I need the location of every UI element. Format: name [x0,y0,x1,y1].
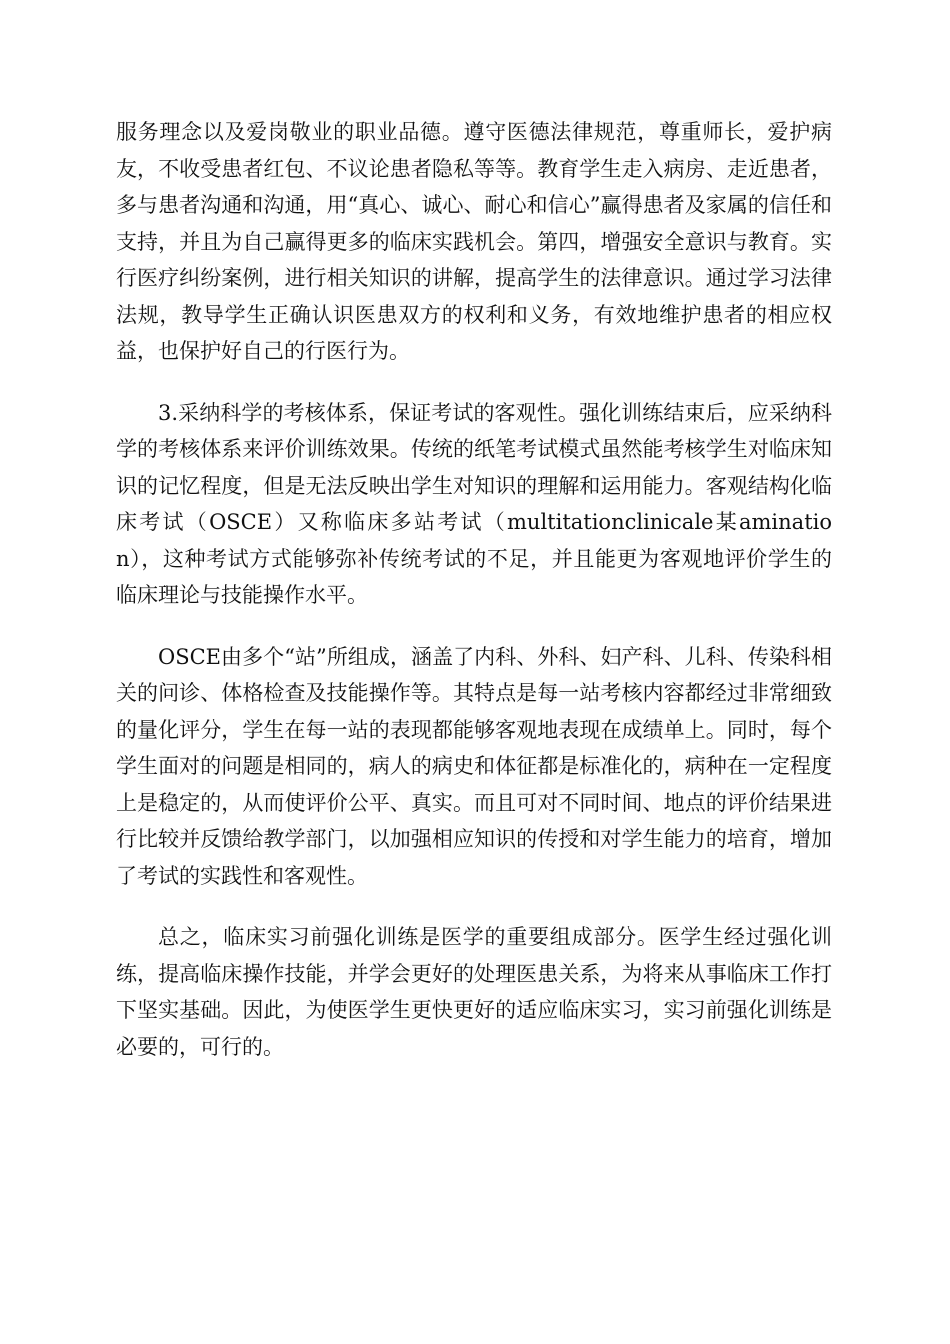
paragraph-osce-stations: OSCE由多个“站”所组成，涵盖了内科、外科、妇产科、儿科、传染科相关的问诊、体格检查及技能操作等。其特点是每一站考核内容都经过非常细致的量化评分，学生在每一站的表现都能够客观地表现在成绩单上。同时，每个学生面对的问题是相同的，病人的病史和体征都是标准化的，病种在一定程度上是稳定的，从而使评价公平、真实。而且可对不同时间、地点的评价结果进行比较并反馈给教学部门，以加强相应知识的传授和对学生能力的培育，增加了考试的实践性和客观性。 [116,644,832,888]
paragraph-conclusion: 总之，临床实习前强化训练是医学的重要组成部分。医学生经过强化训练，提高临床操作技能，并学会更好的处理医患关系，为将来从事临床工作打下坚实基础。因此，为使医学生更快更好的适应临床实习，实习前强化训练是必要的，可行的。 [116,925,832,1059]
paragraph-assessment-system: 3.采纳科学的考核体系，保证考试的客观性。强化训练结束后，应采纳科学的考核体系来评价训练效果。传统的纸笔考试模式虽然能考核学生对临床知识的记忆程度，但是无法反映出学生对知识的理解和运用能力。客观结构化临床考试（OSCE）又称临床多站考试（multitationclinicale某amination），这种考试方式能够弥补传统考试的不足，并且能更为客观地评价学生的临床理论与技能操作水平。 [116,400,832,607]
paragraph-continuation: 服务理念以及爱岗敬业的职业品德。遵守医德法律规范，尊重师长，爱护病友，不收受患者红包、不议论患者隐私等等。教育学生走入病房、走近患者，多与患者沟通和沟通，用“真心、诚心、耐心和信心”赢得患者及家属的信任和支持，并且为自己赢得更多的临床实践机会。第四，增强安全意识与教育。实行医疗纠纷案例，进行相关知识的讲解，提高学生的法律意识。通过学习法律法规，教导学生正确认识医患双方的权利和义务，有效地维护患者的相应权益，也保护好自己的行医行为。 [116,120,832,363]
document-body [116,114,832,1065]
